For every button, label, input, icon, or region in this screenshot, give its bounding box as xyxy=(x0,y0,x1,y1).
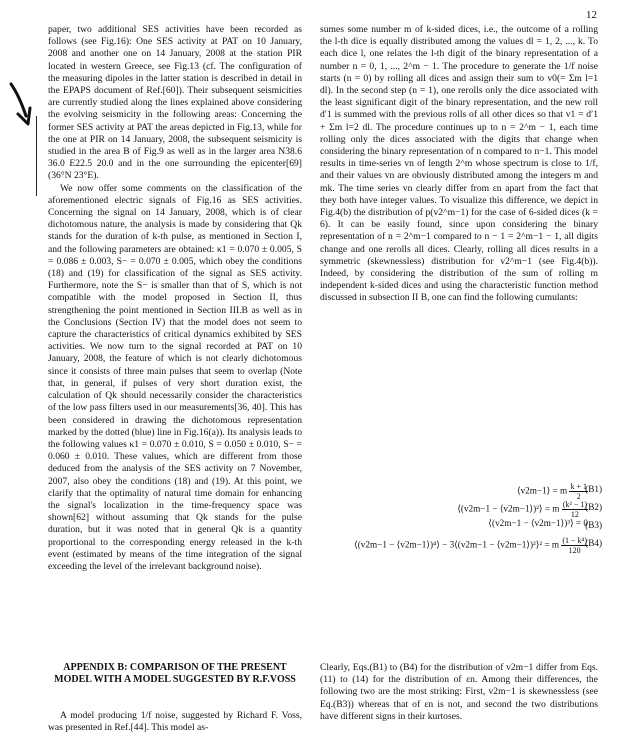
equation-b2 xyxy=(320,500,602,518)
equation-lhs: ⟨(v2m−1 − ⟨v2m−1⟩)⁴⟩ − 3⟨(v2m−1 − ⟨v2m−1⟩)²⟩² = m xyxy=(354,539,560,550)
equation-label: (B1) xyxy=(585,484,602,494)
appendix-heading: APPENDIX B: COMPARISON OF THE PRESENT MODEL WITH A MODEL SUGGESTED BY R.F.VOSS xyxy=(54,662,296,685)
right-paragraph-1: sumes some number m of k-sided dices, i.e., the outcome of a rolling the l-th dice is equally distributed among the values dl = 1, 2, ..., k. To each dice l, one relates the l-th digit of the binary representation of a number n = 0, 1, ..., 2^m − 1. The procedure to generate the 1/f noise starts (n = 0) by rolling all dices and assign their sum to v0(= Σm l=1 dl). In the second step (n = 1), one rerolls only the dice associated with the least significant digit of the binary representation, and the new roll d′1 is summed with the previous rolls of all other dices so that v1 = d′1 + Σm l=2 dl. The procedure continues up to n = 2^m − 1, each time rolling only the dices associated with the digits that change when considering the binary representation of n compared to n−1. This model results in time-series vn of length 2^m whose spectrum is close to 1/f, and their values vn are obviously distributed among the integers m and mk. The time series vn clearly differ from εn apart from the fact that they both have integer values. To visualize this difference, we depict in Fig.4(b) the distribution of p(v2^m−1) for the case of 6-sided dices (k = 6). It can be easily found, since upon considering the binary representation of n = 2^m−1 compared to n − 1 = 2^m−1 − 1, all digits change and one rerolls all dices. Clearly, rolling all dices results in a symmetric (skewnessless) distribution for v2^m−1 (see Fig.4(b)). Indeed, by considering the distribution of the sum of rolling m independent k-sided dices and using the characteristic function method discussed in subsection II B, one can find the following cumulants: xyxy=(320,24,598,304)
left-column xyxy=(48,24,302,573)
page-number: 12 xyxy=(586,9,597,21)
margin-bracket xyxy=(36,116,43,196)
equation-lhs: ⟨(v2m−1 − ⟨v2m−1⟩)³⟩ = 0 xyxy=(488,518,588,528)
equation-fraction: $\frac{k + 1}{2}$ xyxy=(570,482,587,501)
equation-lhs: ⟨(v2m−1 − ⟨v2m−1⟩)²⟩ = m xyxy=(457,503,560,514)
equation-label: (B2) xyxy=(585,502,602,512)
equation-b1 xyxy=(320,482,602,500)
equation-label: (B4) xyxy=(585,538,602,548)
equation-fraction: $\frac{\text{(k² − 1)}}{12}$ xyxy=(562,500,587,519)
equations-block xyxy=(320,482,602,554)
right-bottom-paragraph: Clearly, Eqs.(B1) to (B4) for the distribution of v2m−1 differ from Eqs.(11) to (14) for the distribution of εn. Among their differences, the following two are the most striking: First, v2m−1 is skewnessless (see Eq.(B3)) whereas that of εn is not, and second the two distributions have different signs in their kurtoses. xyxy=(320,662,598,722)
equation-lhs: ⟨v2m−1⟩ = m xyxy=(516,485,568,496)
right-column xyxy=(320,24,598,305)
equation-fraction: $\frac{\text{(1 − k⁴)}}{120}$ xyxy=(562,536,587,555)
handwritten-arrow-icon xyxy=(8,80,34,128)
equation-label: (B3) xyxy=(585,520,602,530)
left-paragraph-2: We now offer some comments on the classification of the aforementioned electric signals of Fig.16 as SES activities. Concerning the signal on 14 January, 2008, which is of clear dichotomous nature, the analysis is made by considering that Qk stands for the duration of k-th pulse, as mentioned in Section I, and the following parameters are obtained: κ1 = 0.070 ± 0.005, S = 0.086 ± 0.003, S− = 0.070 ± 0.005, which obey the conditions (18) and (19) for classification of the signal as SES activity. Furthermore, note the S− is smaller than that of S, which is not compatible with the model proposed in Section II, thus strengthening the point mentioned in Section III.B as well as in the Conclusions (Section IV) that the model does not seem to capture the characteristics of critical dynamics exhibited by SES activities. We now turn to the signal recorded at PAT on 10 January, 2008, the feature of which is not clearly dichotomous since it consists of three main pulses that seem to overlap (Note that, in general, if pulses of very short duration exist, the calculation of Qk should necessarily consider the characteristics of the low pass filters used in our measurements[36, 40]. This has been considered in drawing the dichotomous representation marked by the dotted (blue) line in Fig.16(a)). Its analysis leads to the following values κ1 = 0.070 ± 0.010, S = 0.050 ± 0.010, S− = 0.060 ± 0.010. These values, which are different from those deduced from the analysis of the SES activity on 7 November, 2007, also obey the conditions (18) and (19). At this point, we clarify that the optimality of natural time domain for enhancing the signal's localization in the time-frequency space was shown[62] without assuming that Qk stands for the pulse duration, but it was noted that in general Qk is a quantity proportional to the corresponding energy released in the k-th event (estimated by means of the time integration of the signal exceeding the level of the irrelevant background noise). xyxy=(48,182,302,572)
equation-b4 xyxy=(320,536,602,554)
appendix-body: A model producing 1/f noise, suggested by Richard F. Voss, was presented in Ref.[44]. This model as- xyxy=(48,710,302,734)
left-paragraph-1: paper, two additional SES activities have been recorded as follows (see Fig.16): One SES activity at PAT on 10 January, 2008 and another one on 14 January, 2008 at the station PIR located in western Greece, see Fig.13 (cf. The configuration of the measuring dipoles in the latter station is described in detail in the EPAPS document of Ref.[60]). Their subsequent seismicities are currently studied along the lines explained above considering the evolving seismicity in the following areas: Concerning the former SES activity at PAT the areas depicted in Fig.13, while for the one at PIR on 14 January, 2008, the subsequent seismicity is studied in the area B of Fig.9 as well as in the larger area N38.6 36.0 E22.5 20.0 and in the one surrounding the epicenter[69] (36°N 23°E). xyxy=(48,24,302,182)
equation-b3 xyxy=(320,518,602,536)
